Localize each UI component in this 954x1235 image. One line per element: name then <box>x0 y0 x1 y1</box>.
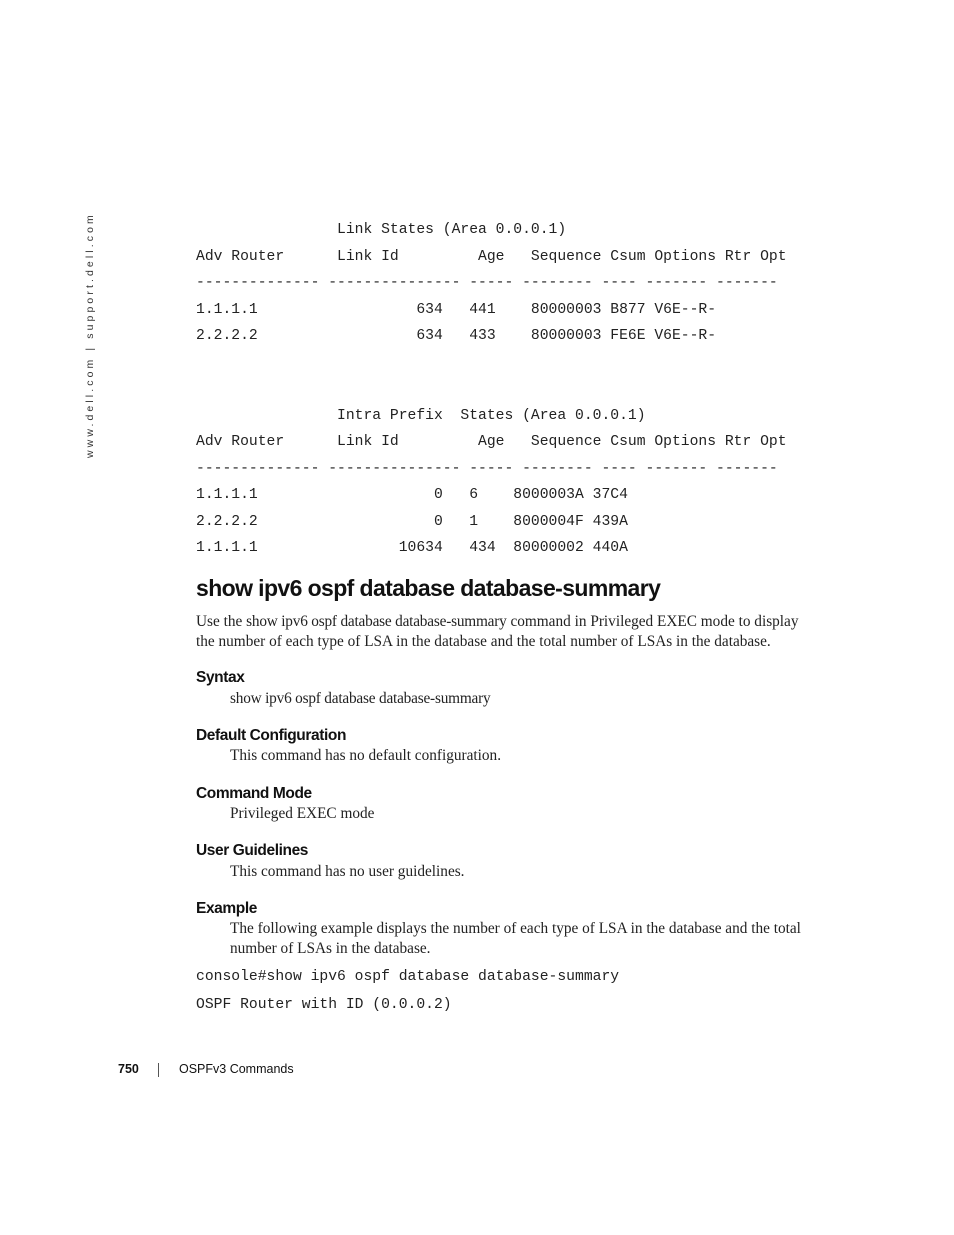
syntax-heading: Syntax <box>196 669 245 686</box>
page-number: 750 <box>118 1062 139 1076</box>
intro-paragraph <box>196 612 816 651</box>
section-title: show ipv6 ospf database database-summary <box>196 575 661 601</box>
table2-row: 1.1.1.1 10634 434 80000002 440A <box>196 540 628 556</box>
example-heading: Example <box>196 900 257 917</box>
table1-header: Adv Router Link Id Age Sequence Csum Options Rtr Opt <box>196 249 787 265</box>
default-config-text: This command has no default configuration. <box>230 747 502 764</box>
table2-title: Intra Prefix States (Area 0.0.0.1) <box>196 408 646 424</box>
table2-row: 1.1.1.1 0 6 8000003A 37C4 <box>196 487 628 503</box>
user-guidelines-text: This command has no user guidelines. <box>230 863 465 880</box>
table1-row: 2.2.2.2 634 433 80000003 FE6E V6E--R- <box>196 328 717 344</box>
command-mode-text: Privileged EXEC mode <box>230 805 375 822</box>
table1-row: 1.1.1.1 634 441 80000003 B877 V6E--R- <box>196 302 717 318</box>
intro-text-post: command in Privileged EXEC mode to display the number of each type of LSA in the database and the total number of LSAs in the database. <box>196 613 799 650</box>
intro-command: show ipv6 ospf database database-summary <box>246 613 507 630</box>
table1-title: Link States (Area 0.0.0.1) <box>196 222 567 238</box>
syntax-text: show ipv6 ospf database database-summary <box>230 690 491 707</box>
example-code-line: OSPF Router with ID (0.0.0.2) <box>196 997 452 1013</box>
user-guidelines-heading: User Guidelines <box>196 842 309 859</box>
sidebar-url: www.dell.com | support.dell.com <box>84 212 96 458</box>
chapter-title: OSPFv3 Commands <box>179 1062 294 1076</box>
example-text: The following example displays the number of each type of LSA in the database and the total number of LSAs in the database. <box>230 920 801 957</box>
default-config-heading: Default Configuration <box>196 727 347 744</box>
table1-rule: -------------- --------------- ----- -------- ---- ------- ------- <box>196 275 778 291</box>
table2-rule: -------------- --------------- ----- -------- ---- ------- ------- <box>196 461 778 477</box>
table2-row: 2.2.2.2 0 1 8000004F 439A <box>196 514 628 530</box>
table2-header: Adv Router Link Id Age Sequence Csum Options Rtr Opt <box>196 434 787 450</box>
example-code-line: console#show ipv6 ospf database database-summary <box>196 969 620 985</box>
footer-divider <box>158 1063 159 1077</box>
command-mode-heading: Command Mode <box>196 785 312 802</box>
intro-text-pre: Use the <box>196 613 247 630</box>
